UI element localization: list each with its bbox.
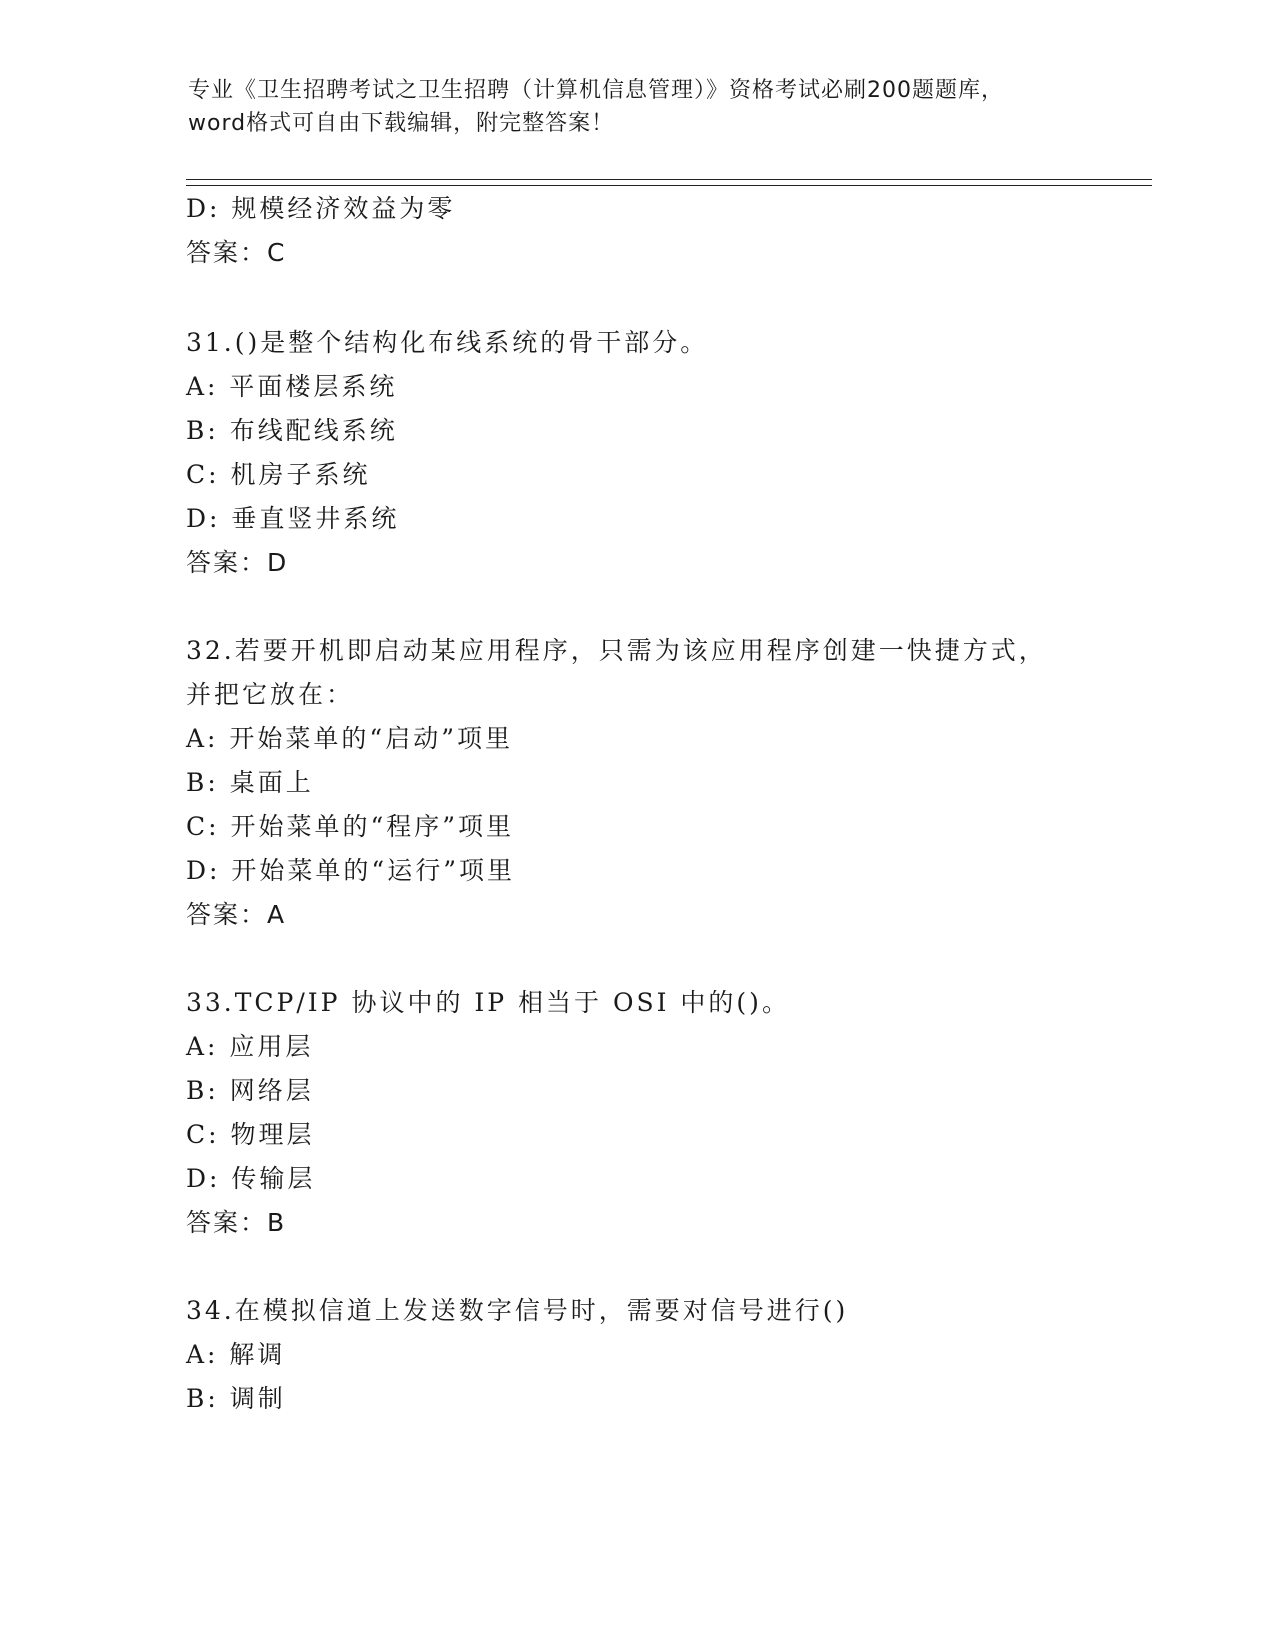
header-rule-bottom bbox=[186, 185, 1152, 186]
question-34-option-a: A: 解调 bbox=[186, 1340, 286, 1369]
question-33-stem: 33.TCP/IP 协议中的 IP 相当于 OSI 中的()。 bbox=[186, 988, 790, 1017]
question-32-option-b: B: 桌面上 bbox=[186, 768, 314, 797]
document-header bbox=[188, 74, 1088, 140]
prev-option-d: D: 规模经济效益为零 bbox=[186, 194, 456, 223]
question-33-option-d: D: 传输层 bbox=[186, 1164, 316, 1193]
question-31-option-a: A: 平面楼层系统 bbox=[186, 372, 398, 401]
question-31-option-d: D: 垂直竖井系统 bbox=[186, 504, 400, 533]
question-32-stem-line-2: 并把它放在： bbox=[186, 680, 355, 709]
question-31-stem: 31.()是整个结构化布线系统的骨干部分。 bbox=[186, 328, 709, 357]
question-34-stem: 34.在模拟信道上发送数字信号时，需要对信号进行() bbox=[186, 1296, 849, 1325]
question-33-answer: 答案：B bbox=[186, 1208, 287, 1237]
question-34-option-b: B: 调制 bbox=[186, 1384, 286, 1413]
prev-answer: 答案：C bbox=[186, 238, 287, 267]
question-33-option-c: C: 物理层 bbox=[186, 1120, 315, 1149]
question-32-option-a: A: 开始菜单的“启动”项里 bbox=[186, 724, 513, 753]
question-32-stem-line-1: 32.若要开机即启动某应用程序，只需为该应用程序创建一快捷方式， bbox=[186, 636, 1047, 665]
question-32-answer: 答案：A bbox=[186, 900, 287, 929]
question-32-option-d: D: 开始菜单的“运行”项里 bbox=[186, 856, 515, 885]
header-line-1: 专业《卫生招聘考试之卫生招聘（计算机信息管理）》资格考试必刷200题题库， bbox=[188, 78, 1004, 103]
question-32-option-c: C: 开始菜单的“程序”项里 bbox=[186, 812, 515, 841]
question-33-option-a: A: 应用层 bbox=[186, 1032, 314, 1061]
question-31-option-b: B: 布线配线系统 bbox=[186, 416, 398, 445]
question-33-option-b: B: 网络层 bbox=[186, 1076, 314, 1105]
header-rule-top bbox=[186, 179, 1152, 180]
question-31-option-c: C: 机房子系统 bbox=[186, 460, 371, 489]
question-31-answer: 答案：D bbox=[186, 548, 289, 577]
header-line-2: word格式可自由下载编辑，附完整答案！ bbox=[188, 111, 615, 136]
